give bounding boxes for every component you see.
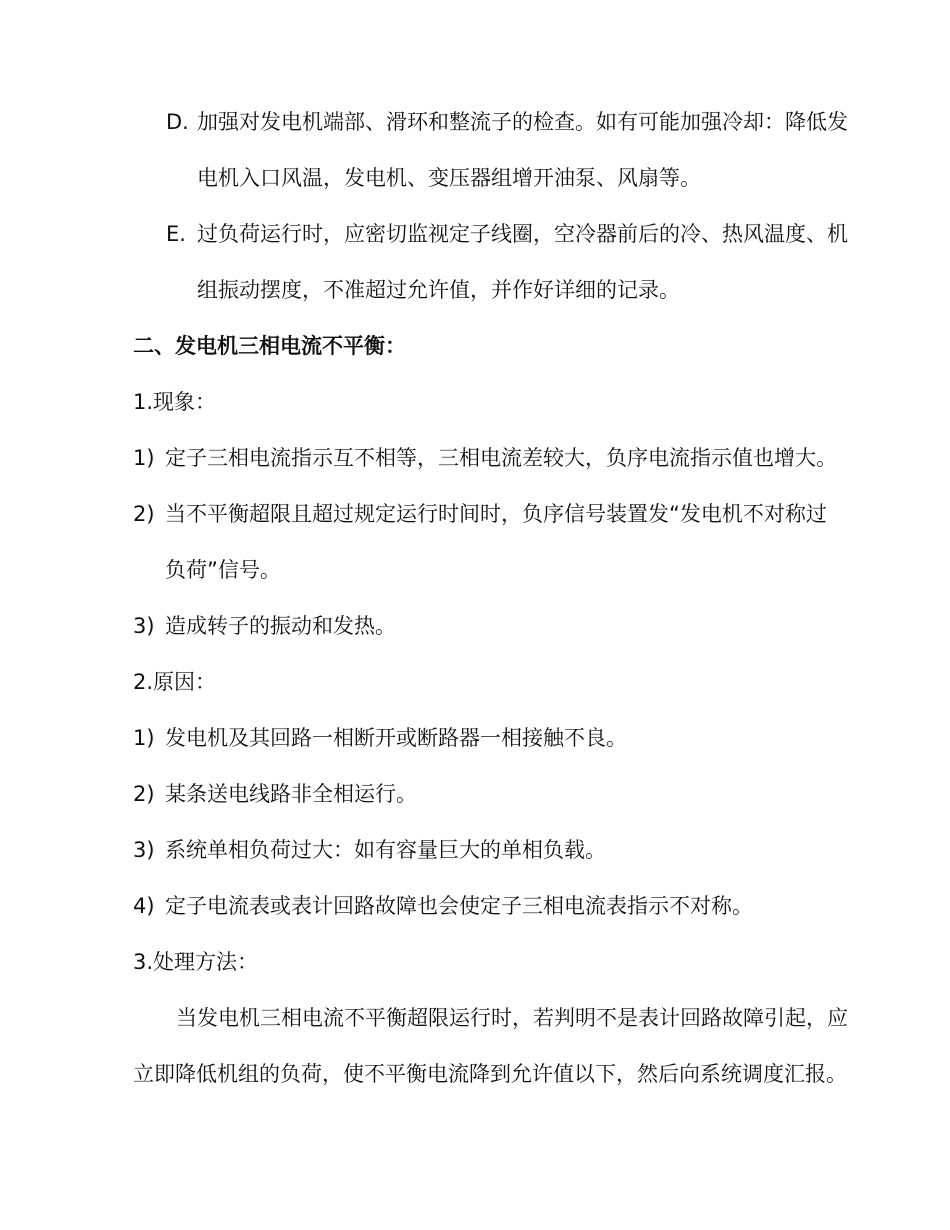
cause-heading: 2.原因： [133,670,217,694]
item-e-label: E. [166,222,186,246]
item-d-text-line1: 加强对发电机端部、滑环和整流子的检查。如有可能加强冷却：降低发 [197,110,848,134]
list-label: 4) [133,894,155,918]
list-label: 1) [133,446,155,470]
list-item-text: 当不平衡超限且超过规定运行时间时，负序信号装置发“发电机不对称过 [165,502,827,526]
item-e-text-line2: 组振动摆度，不准超过允许值，并作好详细的记录。 [197,278,680,302]
phenomenon-item-2-line2 [165,555,281,585]
item-e-text-line1: 过负荷运行时，应密切监视定子线圈，空冷器前后的冷、热风温度、机 [197,222,848,246]
section-title: 二、发电机三相电流不平衡： [133,334,406,358]
list-item-text: 定子三相电流指示互不相等，三相电流差较大，负序电流指示值也增大。 [165,446,837,470]
phenomenon-heading: 1.现象： [133,390,217,414]
list-label: 3) [133,838,155,862]
list-item-text: 定子电流表或表计回路故障也会使定子三相电流表指示不对称。 [165,894,753,918]
item-e-line2 [197,275,680,305]
list-item-text: 造成转子的振动和发热。 [165,614,396,638]
list-label: 2) [133,782,155,806]
item-d-label: D. [166,110,189,134]
list-item-text: 发电机及其回路一相断开或断路器一相接触不良。 [165,726,627,750]
handling-heading: 3.处理方法： [133,950,259,974]
handling-paragraph-line1: 当发电机三相电流不平衡超限运行时，若判明不是表计回路故障引起，应 [176,1006,848,1030]
list-label: 1) [133,726,155,750]
list-item-text: 系统单相负荷过大：如有容量巨大的单相负载。 [165,838,606,862]
handling-paragraph-line2: 立即降低机组的负荷，使不平衡电流降到允许值以下，然后向系统调度汇报。 [133,1062,847,1086]
list-item-text: 某条送电线路非全相运行。 [165,782,417,806]
list-label: 3) [133,614,155,638]
list-item-text-continued: 负荷”信号。 [165,558,281,582]
item-d-line2 [197,163,701,193]
item-d-text-line2: 电机入口风温，发电机、变压器组增开油泵、风扇等。 [197,166,701,190]
list-label: 2) [133,502,155,526]
